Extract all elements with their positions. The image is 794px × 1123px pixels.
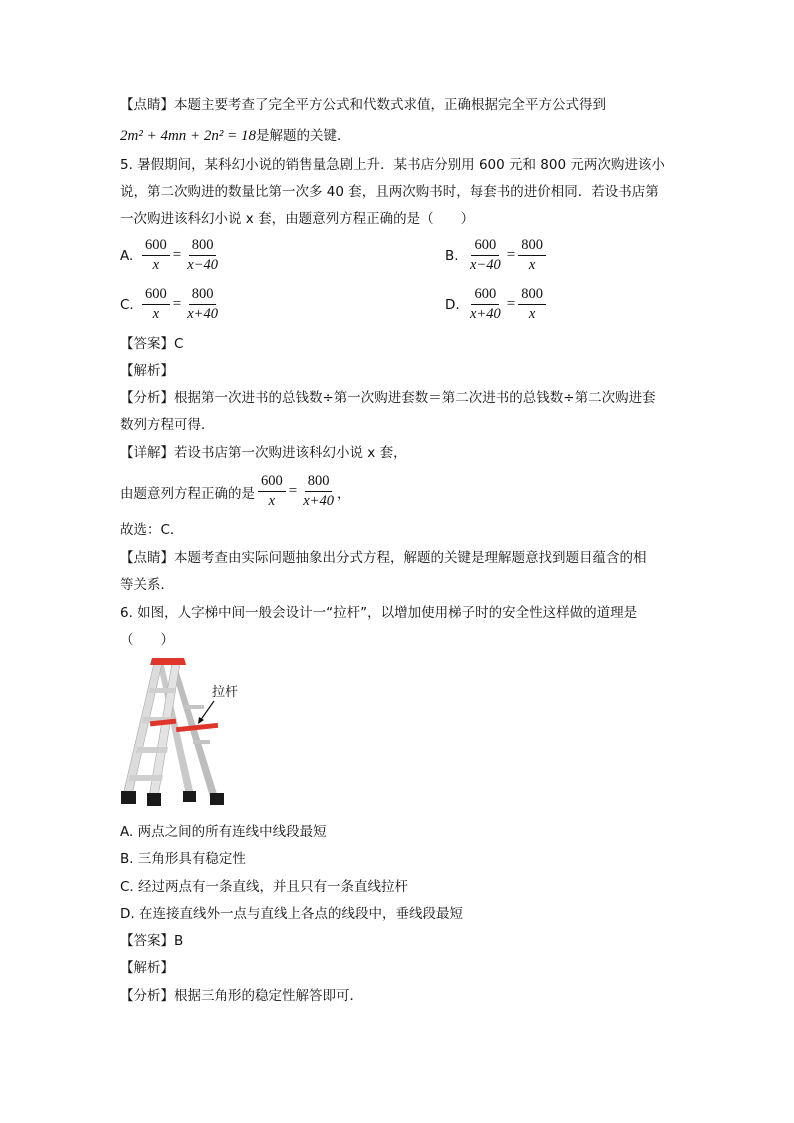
q5-choose: 故选：C． <box>120 522 184 538</box>
fraction-right: $\frac{800}{x-40}$ <box>187 237 218 273</box>
q6-option-a[interactable]: A. 两点之间的所有连线中线段最短 <box>120 824 327 840</box>
q5-option-a[interactable] <box>120 237 221 274</box>
q5-analysis-line-1: 【分析】根据第一次进书的总钱数÷第一次购进套数＝第二次进书的总钱数÷第二次购进套 <box>120 390 656 406</box>
fraction-right: $\frac{800}{x+40}$ <box>187 286 218 322</box>
q6-option-b[interactable]: B. 三角形具有稳定性 <box>120 851 246 867</box>
review-formula: 2m² + 4mn + 2n² = 18 <box>120 128 257 144</box>
fraction-right: $\frac{800}{x}$ <box>518 237 546 274</box>
q6-option-d[interactable]: D. 在连接直线外一点与直线上各点的线段中，垂线段最短 <box>120 906 463 922</box>
fraction-left: $\frac{600}{x+40}$ <box>470 286 501 322</box>
q5-answer: 【答案】C <box>120 336 184 352</box>
q5-detail-line-2 <box>120 473 350 510</box>
point-review-line-2 <box>120 126 351 146</box>
fraction-left: $\frac{600}{x}$ <box>258 473 286 510</box>
q6-stem-line-1: 6. 如图，人字梯中间一般会设计一“拉杆”，以增加使用梯子时的安全性这样做的道理是 <box>120 605 638 621</box>
equals-sign: = <box>506 296 516 312</box>
equals-sign: = <box>172 296 182 312</box>
q6-answer: 【答案】B <box>120 933 184 949</box>
fraction-left: $\frac{600}{x}$ <box>142 237 170 274</box>
fraction-right: $\frac{800}{x}$ <box>518 286 546 323</box>
option-label: A. <box>120 247 134 264</box>
q5-option-c[interactable] <box>120 286 221 323</box>
q6-analysis-line-1: 【分析】根据三角形的稳定性解答即可． <box>120 988 363 1004</box>
figure-label-tie-bar: 拉杆 <box>212 685 239 700</box>
option-label: C. <box>120 296 134 313</box>
q6-stem-line-2: （ ） <box>120 632 174 648</box>
step-ladder-icon <box>118 655 248 815</box>
option-label: D. <box>445 296 460 313</box>
q5-option-d[interactable] <box>445 286 546 323</box>
q5-review-line-1: 【点睛】本题考查由实际问题抽象出分式方程，解题的关键是理解题意找到题目蕴含的相 <box>120 550 647 566</box>
q5-analysis-title: 【解析】 <box>120 363 174 379</box>
review-suffix: 是解题的关键． <box>256 128 351 144</box>
q6-analysis-title: 【解析】 <box>120 960 174 976</box>
q5-option-b[interactable] <box>445 237 546 274</box>
review-text: 本题主要考查了完全平方公式和代数式求值，正确根据完全平方公式得到 <box>174 97 606 113</box>
q6-option-c[interactable]: C. 经过两点有一条直线，并且只有一条直线拉杆 <box>120 879 409 895</box>
point-review-line-1 <box>120 95 606 115</box>
fraction-right: $\frac{800}{x+40}$ <box>303 473 334 509</box>
q5-detail-line-1: 【详解】若设书店第一次购进该科幻小说 x 套， <box>120 445 407 461</box>
detail-prefix: 由题意列方程正确的是 <box>120 485 255 502</box>
q5-review-line-2: 等关系． <box>120 577 174 593</box>
equals-sign: = <box>172 247 182 263</box>
equals-sign: = <box>506 247 516 263</box>
option-label: B. <box>445 247 459 264</box>
equals-sign: = <box>288 483 298 499</box>
fraction-left: $\frac{600}{x}$ <box>142 286 170 323</box>
q5-stem-line-2: 说，第二次购进的数量比第一次多 40 套，且两次购书时，每套书的进价相同．若设书店第 <box>120 184 659 200</box>
ladder-figure <box>118 655 248 815</box>
q5-stem-line-1: 5. 暑假期间，某科幻小说的销售量急剧上升．某书店分别用 600 元和 800 元两次购进该小 <box>120 157 665 173</box>
q5-analysis-line-2: 数列方程可得． <box>120 417 215 433</box>
fraction-left: $\frac{600}{x-40}$ <box>470 237 501 273</box>
detail-suffix: ， <box>336 485 351 502</box>
review-tag: 【点睛】 <box>120 97 174 113</box>
q5-stem-line-3: 一次购进该科幻小说 x 套，由题意列方程正确的是（ ） <box>120 211 475 227</box>
